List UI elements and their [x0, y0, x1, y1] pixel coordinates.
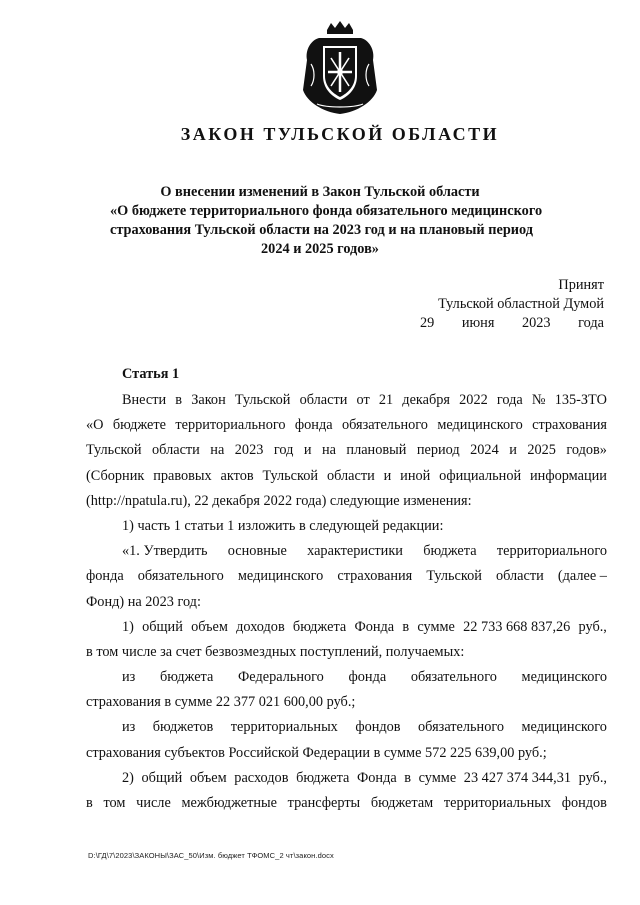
- body-word: страхования: [337, 568, 413, 585]
- body-line: [86, 539, 607, 564]
- body-word: актов: [220, 467, 254, 484]
- subject-line: О внесении изменений в Закон Тульской области: [160, 184, 480, 200]
- body-line-text: страхования в сумме 22 377 021 600,00 руб.;: [86, 694, 356, 711]
- body-word: от: [356, 392, 370, 408]
- law-title: ЗАКОН ТУЛЬСКОЙ ОБЛАСТИ: [180, 124, 500, 144]
- body-line: [86, 791, 607, 816]
- body-word: Закон: [191, 392, 226, 408]
- body-word: года: [496, 392, 523, 408]
- body-word: доходов: [236, 618, 285, 635]
- body-word: территориальных: [443, 795, 551, 811]
- body-word: Тульской: [426, 568, 482, 585]
- body-word: информации: [530, 467, 607, 484]
- body-word: 2022: [459, 392, 488, 408]
- body-word: Тульской: [234, 392, 291, 408]
- body-word: иной: [400, 467, 431, 484]
- adoption-year: 2023: [521, 315, 551, 331]
- body-line: [86, 741, 607, 766]
- body-word: обязательного: [341, 417, 428, 434]
- body-word: медицинского: [521, 719, 607, 736]
- body-word: 23 427 374 344,31: [463, 769, 572, 786]
- body-word: 22 733 668 837,26: [463, 618, 571, 635]
- body-word: бюджета: [296, 769, 350, 786]
- body-word: расходов: [234, 769, 289, 786]
- body-word: бюджета: [160, 669, 214, 686]
- body-word: территориального: [175, 417, 286, 434]
- tula-region-coat-of-arms-icon: [297, 20, 383, 116]
- body-line: [86, 690, 607, 715]
- body-word: общий: [142, 618, 183, 635]
- body-line: [86, 438, 607, 463]
- body-word: годов»: [566, 442, 607, 459]
- body-line: [86, 413, 607, 438]
- body-line: [86, 665, 607, 690]
- adoption-block: [404, 276, 604, 333]
- body-line: [86, 640, 607, 665]
- body-word: области: [152, 442, 200, 459]
- body-word: объем: [191, 618, 228, 635]
- article-body: [86, 388, 607, 816]
- body-word: территориального: [496, 543, 607, 560]
- body-line-text: (http://npatula.ru), 22 декабря 2022 года) следующие изменения:: [86, 492, 472, 509]
- body-word: бюджетов: [152, 719, 214, 736]
- body-word: объем: [189, 769, 227, 786]
- body-word: том: [103, 795, 126, 811]
- body-word: области: [495, 568, 544, 585]
- body-line: [86, 564, 607, 589]
- body-word: правовых: [153, 467, 212, 484]
- body-word: в: [404, 769, 412, 786]
- adoption-year-suffix: года: [578, 315, 604, 331]
- adopted-by: Тульской областной Думой: [438, 296, 604, 312]
- body-word: в: [86, 795, 93, 811]
- body-word: Тульской: [86, 442, 142, 459]
- body-word: 135-ЗТО: [554, 392, 607, 408]
- subject-line: страхования Тульской области на 2023 год и на плановый период: [110, 222, 533, 238]
- body-word: области: [326, 467, 375, 484]
- adopted-label: Принят: [558, 277, 604, 293]
- body-line: [86, 766, 607, 791]
- body-word: 1): [122, 618, 134, 635]
- body-word: фонда: [86, 568, 124, 585]
- body-line: [86, 615, 607, 640]
- body-line-text: страхования субъектов Российской Федерации в сумме 572 225 639,00 руб.;: [86, 744, 547, 761]
- body-line: [86, 489, 607, 514]
- body-word: сумме: [417, 618, 455, 635]
- adoption-month: июня: [461, 315, 495, 331]
- body-word: сумме: [418, 769, 457, 786]
- body-word: из: [122, 719, 136, 736]
- body-word: медицинского: [437, 417, 523, 434]
- body-word: 2): [122, 769, 134, 786]
- body-word: области: [299, 392, 348, 408]
- body-line: [86, 514, 607, 539]
- body-word: «О: [86, 417, 104, 434]
- body-word: декабря: [402, 392, 450, 408]
- body-word: «1. Утвердить: [122, 543, 208, 560]
- body-word: руб.,: [578, 618, 607, 635]
- body-word: Фонда: [354, 618, 395, 635]
- body-word: трансферты: [287, 795, 361, 811]
- body-word: бюджета: [292, 618, 347, 635]
- body-word: обязательного: [410, 669, 497, 686]
- body-word: межбюджетные: [181, 795, 277, 811]
- article-heading: Статья 1: [122, 366, 180, 382]
- body-word: 2023: [234, 442, 264, 459]
- body-word: основные: [227, 543, 287, 560]
- body-word: общий: [141, 769, 183, 786]
- body-word: фондов: [561, 795, 607, 811]
- body-word: страхования: [532, 417, 607, 434]
- body-word: числе: [136, 795, 171, 811]
- body-word: и: [383, 467, 392, 484]
- body-word: Фонда: [356, 769, 397, 786]
- body-line-text: Фонд) на 2023 год:: [86, 593, 201, 610]
- body-word: медицинского: [521, 669, 607, 686]
- subject-line: 2024 и 2025 годов»: [261, 241, 379, 257]
- body-word: Внести: [122, 392, 167, 408]
- body-word: фондов: [355, 719, 401, 736]
- body-word: год: [273, 442, 294, 459]
- body-word: бюджетам: [370, 795, 434, 811]
- body-word: Федерального: [238, 669, 324, 686]
- body-line: [86, 590, 607, 615]
- body-word: на: [321, 442, 336, 459]
- body-word: обязательного: [418, 719, 505, 736]
- subject-line: «О бюджете территориального фонда обязательного медицинского: [110, 203, 543, 219]
- adoption-day: 29: [420, 315, 435, 331]
- body-word: официальной: [439, 467, 522, 484]
- body-word: в: [402, 618, 410, 635]
- law-subject: [80, 183, 543, 259]
- body-word: бюджете: [112, 417, 166, 434]
- body-line: [86, 464, 607, 489]
- body-line: [86, 388, 607, 413]
- body-word: на: [210, 442, 225, 459]
- body-word: в: [175, 392, 183, 408]
- body-word: из: [122, 669, 136, 686]
- body-word: бюджета: [423, 543, 477, 560]
- body-word: 2025: [527, 442, 556, 459]
- body-word: фонда: [294, 417, 333, 434]
- body-word: Тульской: [262, 467, 319, 484]
- body-word: плановый: [346, 442, 407, 459]
- body-word: и: [509, 442, 517, 459]
- body-word: характеристики: [307, 543, 403, 560]
- body-word: обязательного: [137, 568, 224, 585]
- body-word: руб.,: [578, 769, 607, 786]
- adoption-date: [404, 314, 604, 333]
- body-line-text: в том числе за счет безвозмездных поступлений, получаемых:: [86, 643, 465, 660]
- body-word: фонда: [348, 669, 387, 686]
- body-word: и: [303, 442, 312, 459]
- body-word: 21: [378, 392, 394, 408]
- body-word: 2024: [470, 442, 499, 459]
- body-word: медицинского: [237, 568, 324, 585]
- body-line: [86, 715, 607, 740]
- body-word: (далее –: [557, 568, 607, 585]
- file-path-footer: D:\ГД\7\2023\ЗАКОНЫ\ЗАС_50\Изм. бюджет ТФОМС_2 чт\закон.docx: [88, 851, 334, 860]
- body-word: территориальных: [230, 719, 338, 736]
- body-line-text: 1) часть 1 статьи 1 изложить в следующей редакции:: [122, 517, 444, 534]
- body-word: период: [416, 442, 460, 459]
- body-word: №: [531, 392, 546, 408]
- body-word: (Сборник: [86, 467, 145, 484]
